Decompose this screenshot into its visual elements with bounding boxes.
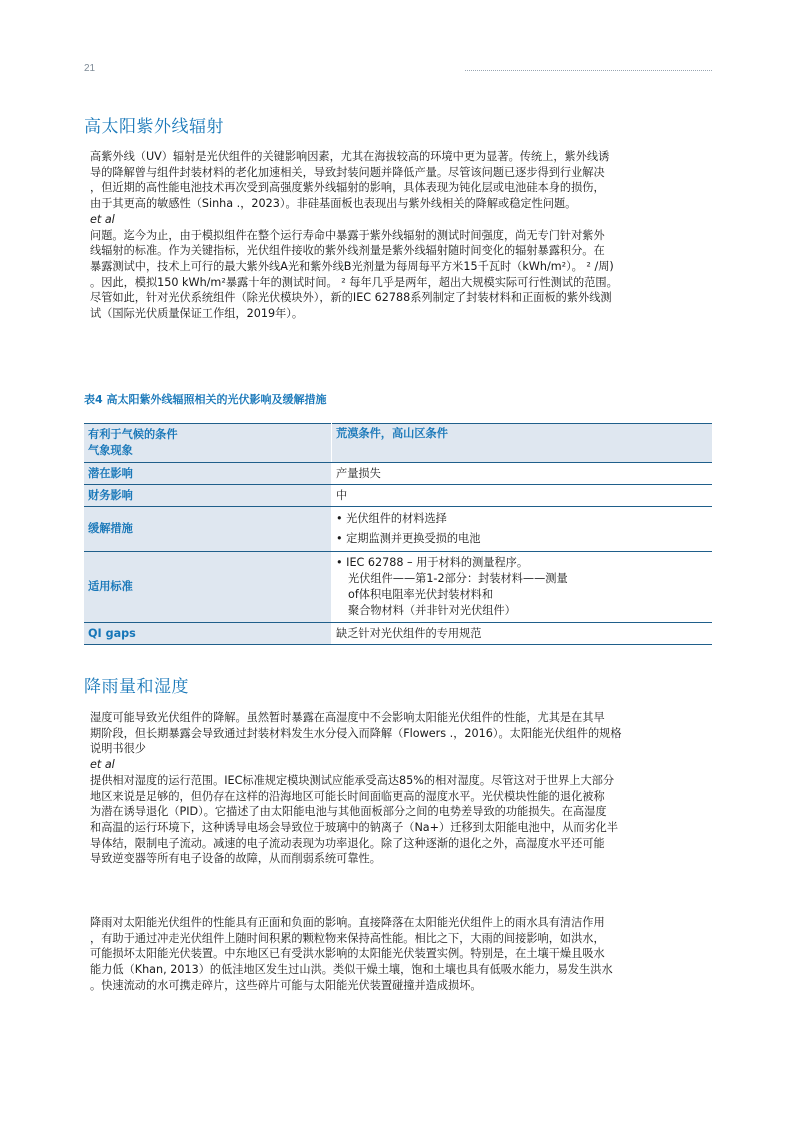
table-row: [84, 424, 712, 463]
citation-et-al: et al: [90, 212, 115, 226]
cell-text: 中: [336, 488, 348, 502]
paragraph-line: 湿度可能导致光伏组件的降解。虽然暂时暴露在高湿度中不会影响太阳能光伏组件的性能，尤其是在其早: [90, 711, 605, 724]
paragraph-uv-intro: [90, 149, 712, 322]
cell-text: QI gaps: [88, 626, 136, 640]
paragraph-line: 由于其更高的敏感性（Sinha .，2023）。非硅基面板也表现出与紫外线相关的降解或稳定性问题。: [90, 197, 577, 211]
table-row: [84, 507, 712, 552]
paragraph-line: ，但近期的高性能电池技术再次受到高强度紫外线辐射的影响，具体表现为钝化层或电池硅本身的损伤，: [90, 181, 605, 195]
page-number: 21: [84, 63, 96, 74]
table-value-cell: [332, 463, 713, 485]
table-label-cell: [84, 552, 332, 623]
paragraph-line: 高紫外线（UV）辐射是光伏组件的关键影响因素，尤其在海拔较高的环境中更为显著。传统上，紫外线诱: [90, 150, 610, 163]
table-row: [84, 552, 712, 623]
table-row: [84, 485, 712, 507]
cell-text: of体积电阻率光伏封装材料和: [348, 588, 494, 601]
table-value-cell: [332, 552, 713, 623]
paragraph-line: 说明书很少: [90, 742, 146, 756]
table-label-cell: [84, 623, 332, 645]
table-caption: 表4 高太阳紫外线辐照相关的光伏影响及缓解措施: [84, 393, 327, 406]
header-divider: [465, 70, 712, 71]
cell-text: 潜在影响: [88, 466, 133, 480]
cell-text: 缓解措施: [88, 522, 133, 535]
table-label-cell: [84, 485, 332, 507]
paragraph-humidity: [90, 710, 712, 867]
paragraph-line: 为潜在诱导退化（PID）。它描述了由太阳能电池与其他面板部分之间的电势差导致的功能损失。在高湿度: [90, 805, 607, 819]
cell-text: 荒漠条件，高山区条件: [336, 427, 448, 440]
paragraph-rainfall: [90, 915, 712, 994]
paragraph-line: 提供相对湿度的运行范围。IEC标准规定模块测试应能承受高达85%的相对湿度。尽管这对于世界上大部分: [90, 773, 615, 787]
paragraph-line: 线辐射的标准。作为关键指标，光伏组件接收的紫外线剂量是紫外线辐射随时间变化的辐射暴露积分。在: [90, 244, 605, 258]
table-value-cell: [332, 485, 713, 507]
section-heading-uv: 高太阳紫外线辐射: [84, 117, 224, 137]
paragraph-line: 能力低（Khan, 2013）的低洼地区发生过山洪。类似干燥土壤，饱和土壤也具有低吸水能力，易发生洪水: [90, 963, 613, 977]
cell-text: 光伏组件——第1-2部分：封装材料——测量: [348, 572, 568, 585]
cell-text: 聚合物材料（并非针对光伏组件）: [348, 604, 516, 617]
paragraph-line: 尽管如此，针对光伏系统组件（除光伏模块外），新的IEC 62788系列制定了封装材料和正面板的紫外线测: [90, 291, 612, 305]
paragraph-line: 导体结，限制电子流动。减速的电子流动表现为功率退化。除了这种逐渐的退化之外，高湿度水平还可能: [90, 836, 605, 850]
table-row: [84, 623, 712, 645]
table-label-cell: [84, 507, 332, 552]
paragraph-line: 地区来说是足够的，但仍存在这样的沿海地区可能长时间面临更高的湿度水平。光伏模块性能的退化被称: [90, 789, 605, 803]
paragraph-line: 和高温的运行环境下，这种诱导电场会导致位于玻璃中的钠离子（Na+）迁移到太阳能电池中，从而劣化半: [90, 820, 619, 834]
citation-et-al: et al: [90, 758, 115, 772]
paragraph-line: 可能损坏太阳能光伏装置。中东地区已有受洪水影响的太阳能光伏装置实例。特别是，在土壤干燥且吸水: [90, 947, 605, 961]
table-value-cell: [332, 507, 713, 552]
paragraph-line: ，有助于通过冲走光伏组件上随时间积累的颗粒物来保持高性能。相比之下，大雨的间接影响，如洪水，: [90, 931, 605, 945]
paragraph-line: 试（国际光伏质量保证工作组，2019年）。: [90, 307, 304, 321]
section-heading-rain-humidity: 降雨量和湿度: [84, 677, 189, 697]
table-label-cell: [84, 463, 332, 485]
table-value-cell: [332, 424, 713, 463]
paragraph-line: 期阶段，但长期暴露会导致通过封装材料发生水分侵入而降解（Flowers .，2016）。太阳能光伏组件的规格: [90, 726, 622, 740]
cell-text: 有利于气候的条件: [88, 428, 178, 441]
paragraph-line: 暴露测试中，技术上可行的最大紫外线A光和紫外线B光剂量为每周每平方米15千瓦时（kWh/m²）。 ² /周): [90, 259, 614, 273]
cell-text: 缺乏针对光伏组件的专用规范: [336, 626, 482, 640]
paragraph-line: 导的降解曾与组件封装材料的老化加速相关，导致封装问题并降低产量。尽管该问题已逐步得到行业解决: [90, 165, 605, 179]
bullet-item: • 光伏组件的材料选择: [336, 512, 447, 525]
bullet-item: • 定期监测并更换受损的电池: [336, 532, 481, 545]
table-label-cell: [84, 424, 332, 463]
bullet-item: • IEC 62788 – 用于材料的测量程序。: [336, 556, 529, 569]
cell-text: 财务影响: [88, 488, 133, 502]
paragraph-line: 。因此，模拟150 kWh/m²暴露十年的测试时间。 ² 每年几乎是两年，超出大规模实际可行性测试的范围。: [90, 275, 618, 289]
paragraph-line: 。快速流动的水可携走碎片，这些碎片可能与太阳能光伏装置碰撞并造成损坏。: [90, 978, 482, 992]
cell-text: 气象现象: [88, 444, 133, 457]
paragraph-line: 降雨对太阳能光伏组件的性能具有正面和负面的影响。直接降落在太阳能光伏组件上的雨水具有清洁作用: [90, 916, 605, 929]
cell-text: 适用标准: [88, 580, 133, 593]
paragraph-line: 导致逆变器等所有电子设备的故障，从而削弱系统可靠性。: [90, 852, 381, 866]
table-value-cell: [332, 623, 713, 645]
uv-impact-table: [84, 423, 712, 645]
table-row: [84, 463, 712, 485]
cell-text: 产量损失: [336, 466, 381, 480]
paragraph-line: 问题。迄今为止，由于模拟组件在整个运行寿命中暴露于紫外线辐射的测试时间强度，尚无专门针对紫外: [90, 228, 605, 242]
